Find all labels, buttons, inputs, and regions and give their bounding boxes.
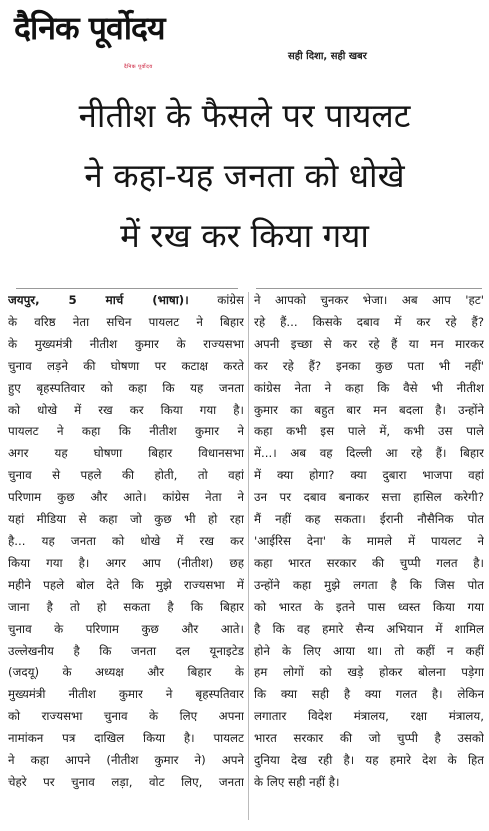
body-line: हम लोगों को खड़े होकर बोलना पड़ेगा bbox=[254, 665, 484, 680]
column-rule-right bbox=[256, 288, 482, 289]
body-line: चेहरे पर चुनाव लड़ा, वोट लिए, जनता bbox=[8, 774, 244, 789]
body-line: जयपुर, 5 मार्च (भाषा)। कांग्रेस bbox=[8, 293, 244, 307]
body-line: लगातार विदेश मंत्रालय, रक्षा मंत्रालय, bbox=[254, 709, 484, 724]
column-divider bbox=[248, 292, 249, 820]
body-line: चुनाव के परिणाम कुछ और आते। bbox=[8, 621, 244, 636]
body-line: (जदयू) के अध्यक्ष और बिहार के bbox=[8, 665, 244, 680]
body-line: कर रहे हैं? इनका कुछ पता भी नहीं' bbox=[254, 358, 484, 373]
body-line: मुख्यमंत्री नीतीश कुमार ने बृहस्पतिवार bbox=[8, 687, 244, 702]
body-line: अपनी इच्छा से कर रहे हैं या मन मारकर bbox=[254, 336, 484, 351]
masthead-tagline: सही दिशा, सही खबर bbox=[288, 51, 367, 62]
body-line: कुमार का बहुत बार मन बदला है। उन्होंने bbox=[254, 402, 484, 417]
body-line: चुनाव से पहले की होती, तो वहां bbox=[8, 468, 244, 483]
newspaper-logo bbox=[14, 6, 165, 49]
masthead-subline: दैनिक पूर्वोदय bbox=[124, 64, 153, 70]
body-line: अगर यह घोषणा बिहार विधानसभा bbox=[8, 446, 244, 461]
article-headline bbox=[8, 86, 481, 266]
column-rule-left bbox=[16, 288, 238, 289]
logo-word-2: पूर्वोदय bbox=[88, 9, 165, 47]
body-line: होने के लिए आया था। तो कहीं न कहीं bbox=[254, 643, 484, 658]
body-line: के लिए सही नहीं है। bbox=[254, 774, 340, 789]
body-line: नामांकन पत्र दाखिल किया है। पायलट bbox=[8, 731, 244, 746]
body-line: को धोखे में रख कर किया गया है। bbox=[8, 402, 244, 417]
body-line: परिणाम कुछ और आते। कांग्रेस नेता ने bbox=[8, 490, 244, 505]
body-line: कि क्या सही है क्या गलत है। लेकिन bbox=[254, 687, 484, 702]
body-line: पायलट ने कहा कि नीतीश कुमार ने bbox=[8, 424, 244, 439]
body-line: रहे हैं... किसके दबाव में कर रहे हैं? bbox=[254, 314, 484, 329]
body-line: जाना है तो हो सकता है कि बिहार bbox=[8, 599, 244, 614]
body-line: के मुख्यमंत्री नीतीश कुमार के राज्यसभा bbox=[8, 336, 244, 351]
headline-line: में रख कर किया गया bbox=[120, 216, 369, 255]
headline-line: ने कहा-यह जनता को धोखे bbox=[84, 156, 405, 195]
body-line: चुनाव लड़ने की घोषणा पर कटाक्ष करते bbox=[8, 358, 244, 373]
article-column-left bbox=[8, 290, 244, 794]
body-line: 'आईरिस देना' के मामले में पायलट ने bbox=[254, 533, 484, 548]
headline-line: नीतीश के फैसले पर पायलट bbox=[78, 96, 411, 135]
body-line: में क्या होगा? क्या दुबारा भाजपा वहां bbox=[254, 468, 484, 483]
body-line: यहां मीडिया से कहा जो कुछ भी हो रहा bbox=[8, 512, 244, 527]
body-line: के वरिष्ठ नेता सचिन पायलट ने बिहार bbox=[8, 314, 244, 329]
body-line: को भारत के इतने पास ध्वस्त किया गया bbox=[254, 599, 484, 614]
body-line: कहा भारत सरकार की चुप्पी गलत है। bbox=[254, 555, 484, 570]
body-line: उन्होंने कहा मुझे लगता है कि जिस पोत bbox=[254, 577, 484, 592]
logo-word-1: दैनिक bbox=[14, 9, 79, 47]
body-line: कांग्रेस नेता ने कहा कि वैसे भी नीतीश bbox=[254, 380, 484, 395]
article-column-right bbox=[254, 290, 484, 794]
body-line: उन पर दबाव बनाकर सत्ता हासिल करेगी? bbox=[254, 490, 484, 505]
body-line: उल्लेखनीय है कि जनता दल यूनाइटेड bbox=[8, 643, 244, 658]
body-line: महीने पहले बोल देते कि मुझे राज्यसभा में bbox=[8, 577, 244, 592]
body-line: किया गया है। अगर आप (नीतीश) छह bbox=[8, 555, 244, 570]
body-line: दुनिया देख रही है। यह हमारे देश के हित bbox=[254, 753, 484, 768]
body-line: ने कहा आपने (नीतीश कुमार ने) अपने bbox=[8, 753, 244, 768]
body-line: को राज्यसभा चुनाव के लिए अपना bbox=[8, 709, 244, 724]
body-line: है... यह जनता को धोखे में रख कर bbox=[8, 533, 244, 548]
masthead bbox=[0, 0, 489, 80]
body-line: कहा कभी इस पाले में, कभी उस पाले bbox=[254, 424, 484, 439]
body-line: है कि वह हमारे सैन्य अभियान में शामिल bbox=[254, 621, 484, 636]
body-line: हुए बृहस्पतिवार को कहा कि यह जनता bbox=[8, 380, 244, 395]
dateline: जयपुर, 5 मार्च (भाषा)। bbox=[8, 293, 189, 307]
body-line: भारत सरकार की जो चुप्पी है उसको bbox=[254, 731, 484, 746]
body-line: ने आपको चुनकर भेजा। अब आप 'हट' bbox=[254, 293, 484, 307]
body-line: में...। अब वह दिल्ली आ रहे हैं। बिहार bbox=[254, 446, 484, 461]
body-line: मैं नहीं कह सकता। ईरानी नौसैनिक पोत bbox=[254, 512, 484, 527]
